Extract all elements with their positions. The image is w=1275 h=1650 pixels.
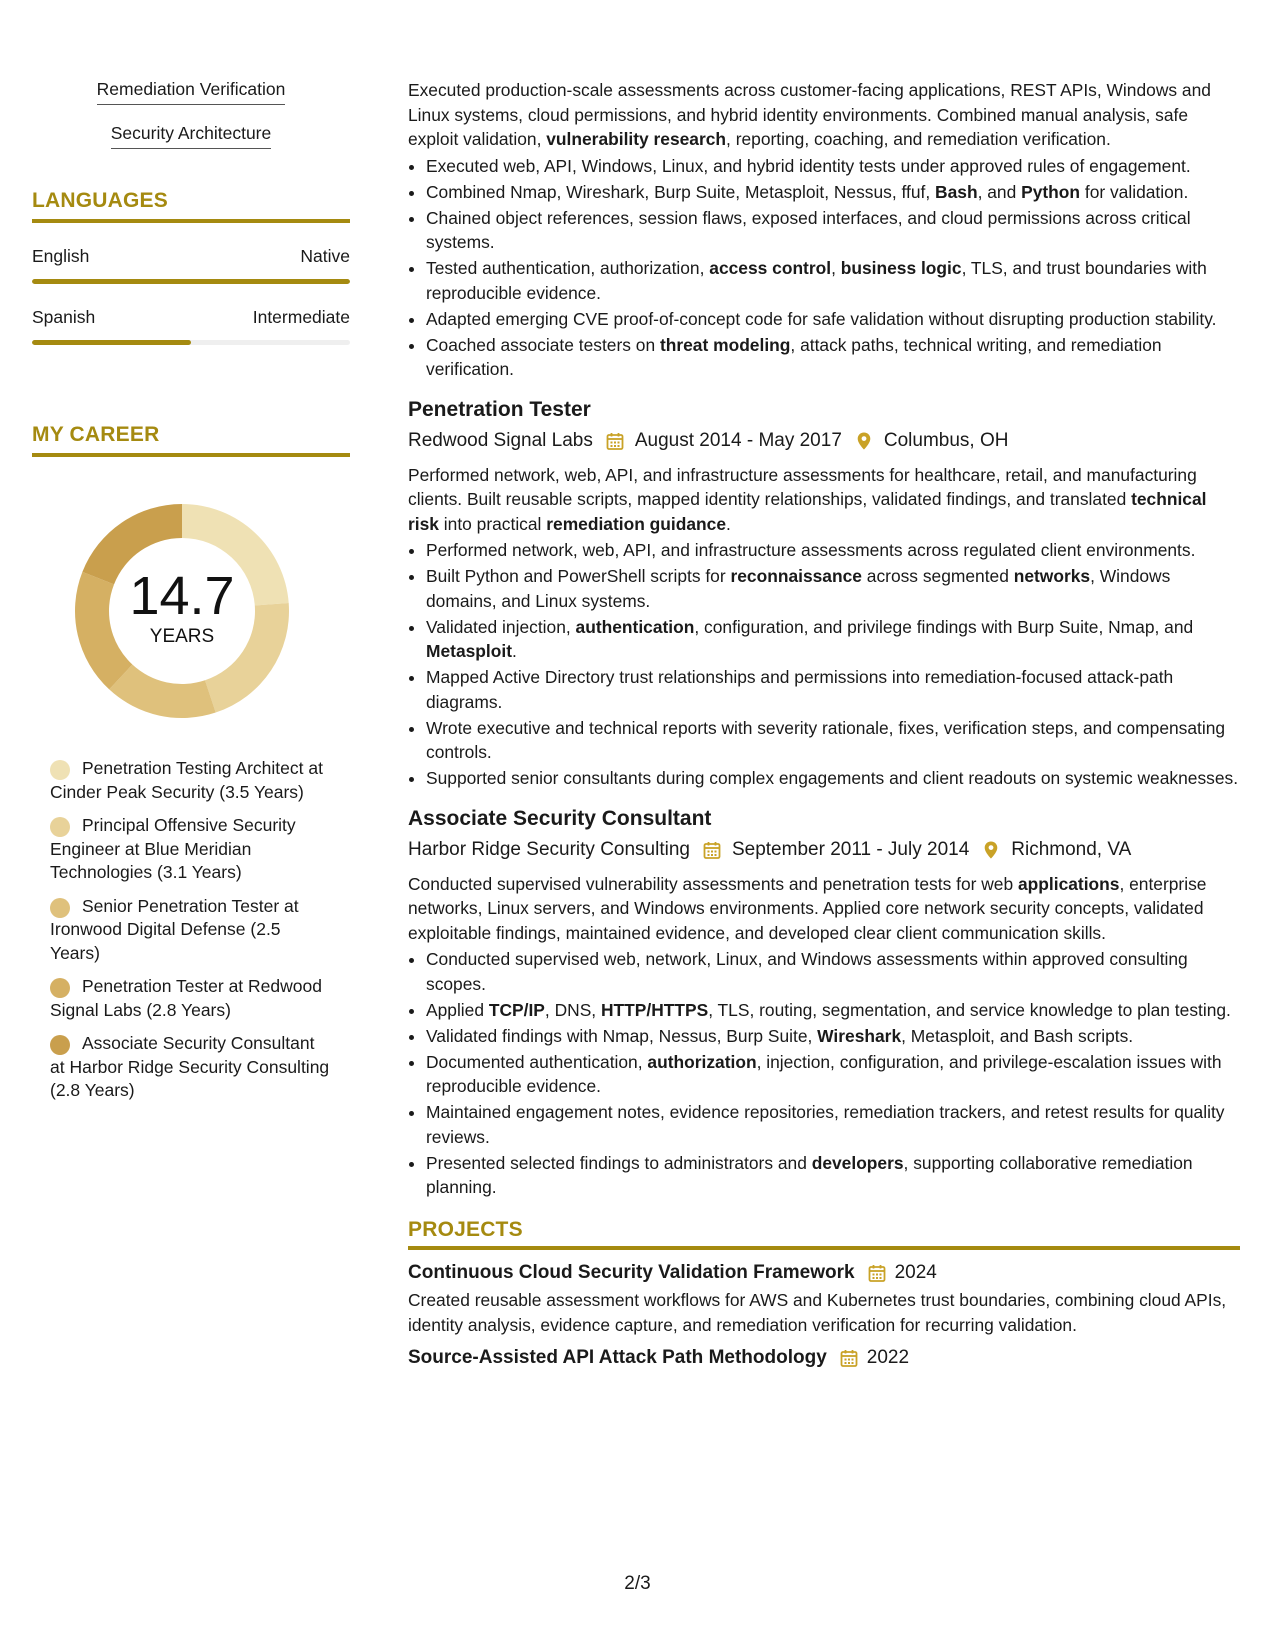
- bullet-item: [426, 154, 1240, 179]
- text-run: , Metasploit, and Bash scripts.: [901, 1025, 1134, 1046]
- legend-dot: [50, 817, 70, 837]
- text-run: , injection, configuration, and privilege-escalation issues with reproducible evidence.: [426, 1051, 1222, 1096]
- language-item: [32, 245, 350, 284]
- project-entry: [408, 1260, 1240, 1337]
- language-proficiency-bar: [32, 279, 350, 284]
- projects-section: [408, 1218, 1240, 1372]
- projects-heading: PROJECTS: [408, 1218, 1240, 1251]
- calendar-icon: [605, 431, 625, 451]
- donut-center: [68, 497, 296, 725]
- job-entry: [408, 396, 1240, 791]
- job-bullets: [408, 947, 1240, 1200]
- text-run: Validated findings with Nmap, Nessus, Burp Suite,: [426, 1025, 818, 1046]
- text-run: , Windows domains, and Linux systems.: [426, 566, 1171, 611]
- bullet-item: [426, 307, 1240, 332]
- text-run: Applied: [426, 999, 489, 1020]
- job-description: [408, 463, 1240, 537]
- bullet-item: [426, 1151, 1240, 1200]
- career-legend: [50, 757, 330, 1103]
- job-bullets: [408, 154, 1240, 382]
- bold-keyword: Wireshark: [817, 1025, 902, 1046]
- bullet-item: [426, 615, 1240, 664]
- project-title-row: [408, 1260, 1240, 1286]
- career-legend-item: [50, 1032, 330, 1103]
- text-run: Mapped Active Directory trust relationships and permissions into remediation-focused attack-path diagrams.: [426, 667, 1174, 712]
- bold-keyword: remediation guidance: [546, 513, 726, 534]
- job-entry: [408, 805, 1240, 1200]
- text-run: , reporting, coaching, and remediation verification.: [726, 129, 1111, 149]
- text-run: Presented selected findings to administrators and: [426, 1152, 812, 1173]
- text-run: Executed web, API, Windows, Linux, and hybrid identity tests under approved rules of engagement.: [426, 155, 1191, 176]
- text-run: , attack paths, technical writing, and remediation verification.: [426, 334, 1162, 379]
- language-proficiency-bar: [32, 340, 350, 345]
- bullet-item: [426, 333, 1240, 382]
- text-run: , enterprise networks, Linux servers, and Windows environments. Applied core network security concepts, validated exploitable findings, maintained evidence, and developed clear client communication skills.: [408, 873, 1207, 943]
- bold-keyword: developers: [811, 1152, 904, 1173]
- job-meta: [408, 428, 1240, 454]
- project-year: 2022: [866, 1347, 910, 1368]
- text-run: Chained object references, session flaws, exposed interfaces, and cloud permissions across critical systems.: [426, 207, 1191, 252]
- text-run: ,: [831, 258, 841, 278]
- text-run: , configuration, and privilege findings with Burp Suite, Nmap, and: [694, 616, 1194, 637]
- main-content: [408, 78, 1240, 1371]
- bullet-item: [426, 665, 1240, 714]
- job-title: Associate Security Consultant: [408, 806, 712, 830]
- bold-keyword: applications: [1017, 873, 1120, 894]
- bold-keyword: Python: [1021, 181, 1081, 202]
- language-name: Spanish: [32, 307, 96, 327]
- intro-job: [408, 78, 1240, 382]
- career-legend-item: [50, 975, 330, 1022]
- bullet-item: [426, 564, 1240, 613]
- project-description: Created reusable assessment workflows for AWS and Kubernetes trust boundaries, combining cloud APIs, identity analysis, evidence capture, and remediation verification for recurring validation.: [408, 1290, 1227, 1335]
- text-run: Built Python and PowerShell scripts for: [426, 566, 731, 586]
- jobs-list: [408, 396, 1240, 1200]
- bold-keyword: Bash: [935, 181, 978, 202]
- language-level: Native: [300, 246, 350, 266]
- project-year: 2024: [894, 1262, 937, 1283]
- legend-dot: [50, 898, 70, 918]
- bullet-item: [426, 538, 1240, 563]
- career-section: [32, 423, 350, 1103]
- project-entry: [408, 1345, 1240, 1371]
- calendar-icon: [867, 1263, 887, 1283]
- bullet-item: [426, 716, 1240, 765]
- text-run: Adapted emerging CVE proof-of-concept code for safe validation without disrupting production stability.: [426, 308, 1217, 329]
- bullet-item: [426, 998, 1240, 1023]
- career-total-unit: YEARS: [149, 626, 215, 647]
- sidebar: [32, 78, 350, 1113]
- bold-keyword: authentication: [575, 616, 695, 637]
- calendar-icon: [702, 840, 722, 860]
- bold-keyword: authorization: [647, 1051, 757, 1072]
- project-title-row: [408, 1345, 1240, 1371]
- job-dates: August 2014 - May 2017: [634, 429, 842, 451]
- language-row: [32, 306, 350, 328]
- skill-item[interactable]: Remediation Verification: [97, 78, 286, 105]
- languages-list: [32, 245, 350, 345]
- career-legend-label: Associate Security Consultant at Harbor Ridge Security Consulting (2.8 Years): [50, 1033, 330, 1100]
- bold-keyword: reconnaissance: [730, 566, 862, 586]
- projects-list: [408, 1260, 1240, 1371]
- language-item: [32, 306, 350, 345]
- text-run: Executed production-scale assessments across customer-facing applications, REST APIs, Windows and Linux systems, cloud permissions, and hybrid identity environments. Combined manual analysis, safe exploit validation,: [408, 80, 1211, 149]
- languages-heading: LANGUAGES: [32, 189, 350, 223]
- text-run: Validated injection,: [426, 616, 576, 637]
- text-run: Coached associate testers on: [426, 334, 660, 355]
- text-run: into practical: [438, 513, 547, 534]
- text-run: Maintained engagement notes, evidence repositories, remediation trackers, and retest results for quality reviews.: [426, 1102, 1225, 1147]
- text-run: Performed network, web, API, and infrastructure assessments for healthcare, retail, and manufacturing clients. Built reusable scripts, mapped identity relationships, validated findings, and translated: [408, 464, 1197, 509]
- language-proficiency-fill: [32, 279, 350, 284]
- career-donut-chart: [68, 497, 296, 725]
- text-run: Combined Nmap, Wireshark, Burp Suite, Metasploit, Nessus, ffuf,: [426, 181, 936, 202]
- text-run: across segmented: [861, 566, 1014, 586]
- language-row: [32, 245, 350, 267]
- bold-keyword: threat modeling: [659, 334, 791, 355]
- job-description: [408, 872, 1240, 946]
- bold-keyword: business logic: [840, 258, 962, 278]
- language-name: English: [32, 246, 90, 266]
- text-run: .: [512, 641, 517, 661]
- career-total-years: 14.7: [129, 566, 235, 626]
- project-title: Source-Assisted API Attack Path Methodology: [408, 1347, 827, 1368]
- project-title: Continuous Cloud Security Validation Framework: [408, 1262, 855, 1283]
- career-legend-label: Senior Penetration Tester at Ironwood Digital Defense (2.5 Years): [50, 895, 299, 963]
- languages-section: [32, 189, 350, 345]
- text-run: Conducted supervised vulnerability assessments and penetration tests for web: [408, 873, 1018, 894]
- legend-dot: [50, 760, 70, 780]
- text-run: Tested authentication, authorization,: [426, 258, 710, 278]
- bullet-item: [426, 256, 1240, 305]
- text-run: Performed network, web, API, and infrastructure assessments across regulated client environments.: [426, 540, 1196, 560]
- text-run: for validation.: [1080, 181, 1189, 202]
- text-run: Wrote executive and technical reports with severity rationale, fixes, verification steps, and compensating controls.: [426, 717, 1226, 762]
- bold-keyword: HTTP/HTTPS: [600, 999, 709, 1020]
- text-run: Conducted supervised web, network, Linux, and Windows assessments within approved consulting scopes.: [426, 949, 1188, 994]
- text-run: , TLS, routing, segmentation, and service knowledge to plan testing.: [708, 999, 1231, 1020]
- bullet-item: [426, 766, 1240, 791]
- map-pin-icon: [854, 431, 874, 451]
- career-legend-item: [50, 814, 330, 885]
- career-legend-item: [50, 757, 330, 804]
- text-run: , supporting collaborative remediation planning.: [426, 1152, 1193, 1197]
- bullet-item: [426, 1100, 1240, 1149]
- bullet-item: [426, 947, 1240, 996]
- map-pin-icon: [981, 840, 1001, 860]
- job-bullets: [408, 538, 1240, 791]
- bold-keyword: vulnerability research: [546, 129, 727, 149]
- legend-dot: [50, 1035, 70, 1055]
- bullet-item: [426, 1024, 1240, 1049]
- text-run: , and: [977, 181, 1022, 202]
- text-run: , DNS,: [544, 999, 601, 1020]
- job-location: Richmond, VA: [1011, 838, 1132, 860]
- career-legend-label: Penetration Tester at Redwood Signal Labs (2.8 Years): [50, 976, 322, 1020]
- job-description: [408, 78, 1240, 152]
- skill-item[interactable]: Security Architecture: [111, 122, 271, 149]
- language-proficiency-fill: [32, 340, 191, 345]
- text-run: , TLS, and trust boundaries with reproducible evidence.: [426, 258, 1207, 303]
- text-run: .: [726, 513, 731, 534]
- career-legend-label: Penetration Testing Architect at Cinder Peak Security (3.5 Years): [50, 758, 323, 802]
- bullet-item: [426, 1050, 1240, 1099]
- text-run: Documented authentication,: [426, 1051, 648, 1072]
- legend-dot: [50, 978, 70, 998]
- job-company: Redwood Signal Labs: [408, 429, 593, 451]
- language-level: Intermediate: [252, 307, 350, 327]
- bullet-item: [426, 180, 1240, 205]
- career-legend-item: [50, 895, 330, 966]
- job-meta: [408, 837, 1240, 863]
- text-run: Supported senior consultants during complex engagements and client readouts on systemic weaknesses.: [426, 768, 1239, 788]
- bold-keyword: technical risk: [408, 489, 1207, 534]
- bold-keyword: access control: [709, 258, 832, 278]
- job-location: Columbus, OH: [883, 429, 1009, 451]
- career-heading: MY CAREER: [32, 423, 350, 457]
- bold-keyword: networks: [1013, 566, 1091, 586]
- bold-keyword: Metasploit: [426, 641, 512, 661]
- job-company: Harbor Ridge Security Consulting: [408, 838, 690, 860]
- page-number: 2/3: [624, 1573, 651, 1594]
- bold-keyword: TCP/IP: [488, 999, 545, 1020]
- calendar-icon: [839, 1348, 859, 1368]
- bullet-item: [426, 206, 1240, 255]
- career-legend-label: Principal Offensive Security Engineer at Blue Meridian Technologies (3.1 Years): [50, 815, 296, 882]
- job-dates: September 2011 - July 2014: [731, 838, 970, 860]
- skills-list: [32, 78, 350, 149]
- job-title: Penetration Tester: [408, 397, 591, 421]
